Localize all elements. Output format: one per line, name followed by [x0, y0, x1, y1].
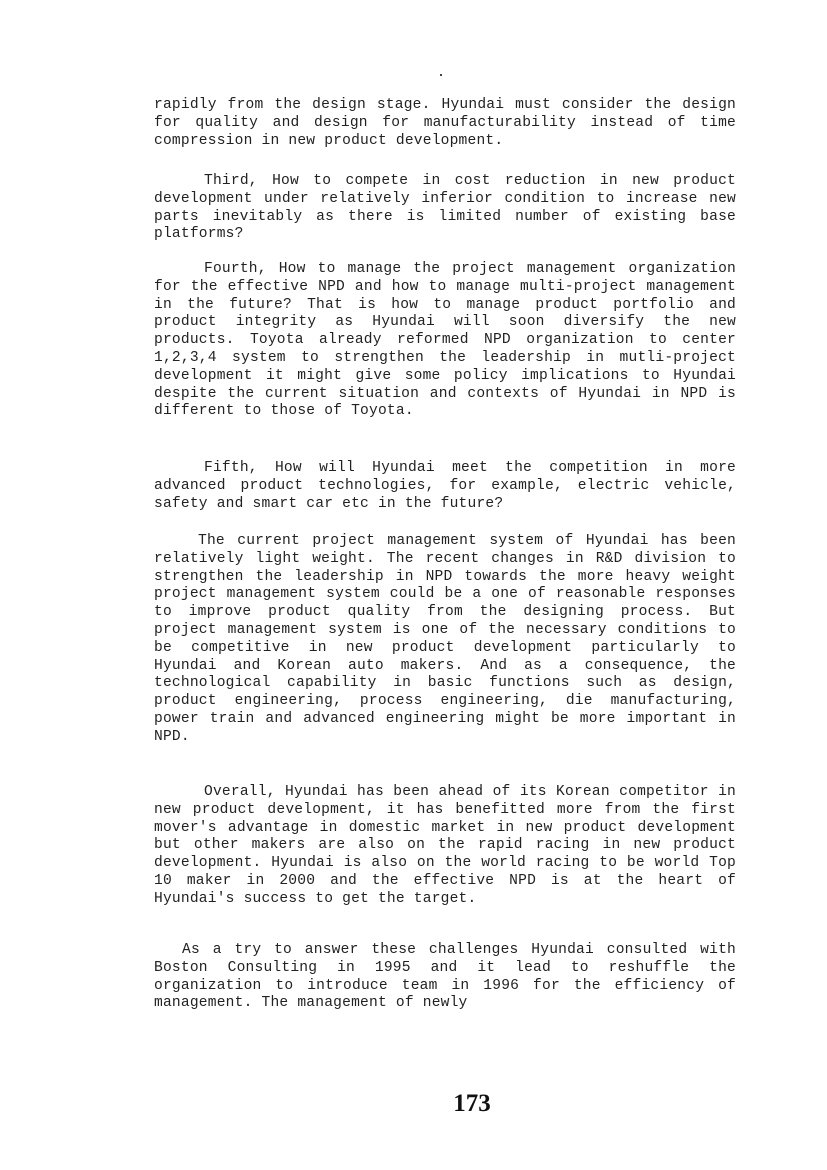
- paragraph-fourth-question: Fourth, How to manage the project management organization for the effective NPD and how to manage multi-project management in the future? That is how to manage product portfolio and product integrity as Hyundai will soon diversify the new products. Toyota already reformed NPD organization to center 1,2,3,4 system to strengthen the leadership in mutli-project development it might give some policy implications to Hyundai despite the current situation and contexts of Hyundai in NPD is different to those of Toyota.: [154, 261, 736, 420]
- paragraph-fifth-question: Fifth, How will Hyundai meet the competition in more advanced product technologies, for example, electric vehicle, safety and smart car etc in the future?: [154, 460, 736, 512]
- paragraph-project-management: The current project management system of Hyundai has been relatively light weight. The recent changes in R&D division to strengthen the leadership in NPD towards the more heavy weight project management system could be a one of reasonable responses to improve product quality from the designing process. But project management system is one of the necessary conditions to be competitive in new product development particularly to Hyundai and Korean auto makers. And as a consequence, the technological capability in basic functions such as design, product engineering, process engineering, die manufacturing, power train and advanced engineering might be more important in NPD.: [154, 533, 736, 745]
- paragraph-challenges: As a try to answer these challenges Hyundai consulted with Boston Consulting in 1995 and it lead to reshuffle the organization to introduce team in 1996 for the efficiency of management. The management of newly: [154, 942, 736, 1012]
- paragraph-continuation: rapidly from the design stage. Hyundai must consider the design for quality and design for manufacturability instead of time compression in new product development.: [154, 97, 736, 149]
- page-number: 173: [453, 1090, 491, 1117]
- paragraph-third-question: Third, How to compete in cost reduction in new product development under relatively inferior condition to increase new parts inevitably as there is limited number of existing base platforms?: [154, 173, 736, 243]
- paragraph-overall: Overall, Hyundai has been ahead of its Korean competitor in new product development, it has benefitted more from the first mover's advantage in domestic market in new product development but other makers are also on the rapid racing in new product development. Hyundai is also on the world racing to be world Top 10 maker in 2000 and the effective NPD is at the heart of Hyundai's success to get the target.: [154, 784, 736, 907]
- document-body: [154, 97, 736, 1012]
- page-speck: [440, 74, 442, 76]
